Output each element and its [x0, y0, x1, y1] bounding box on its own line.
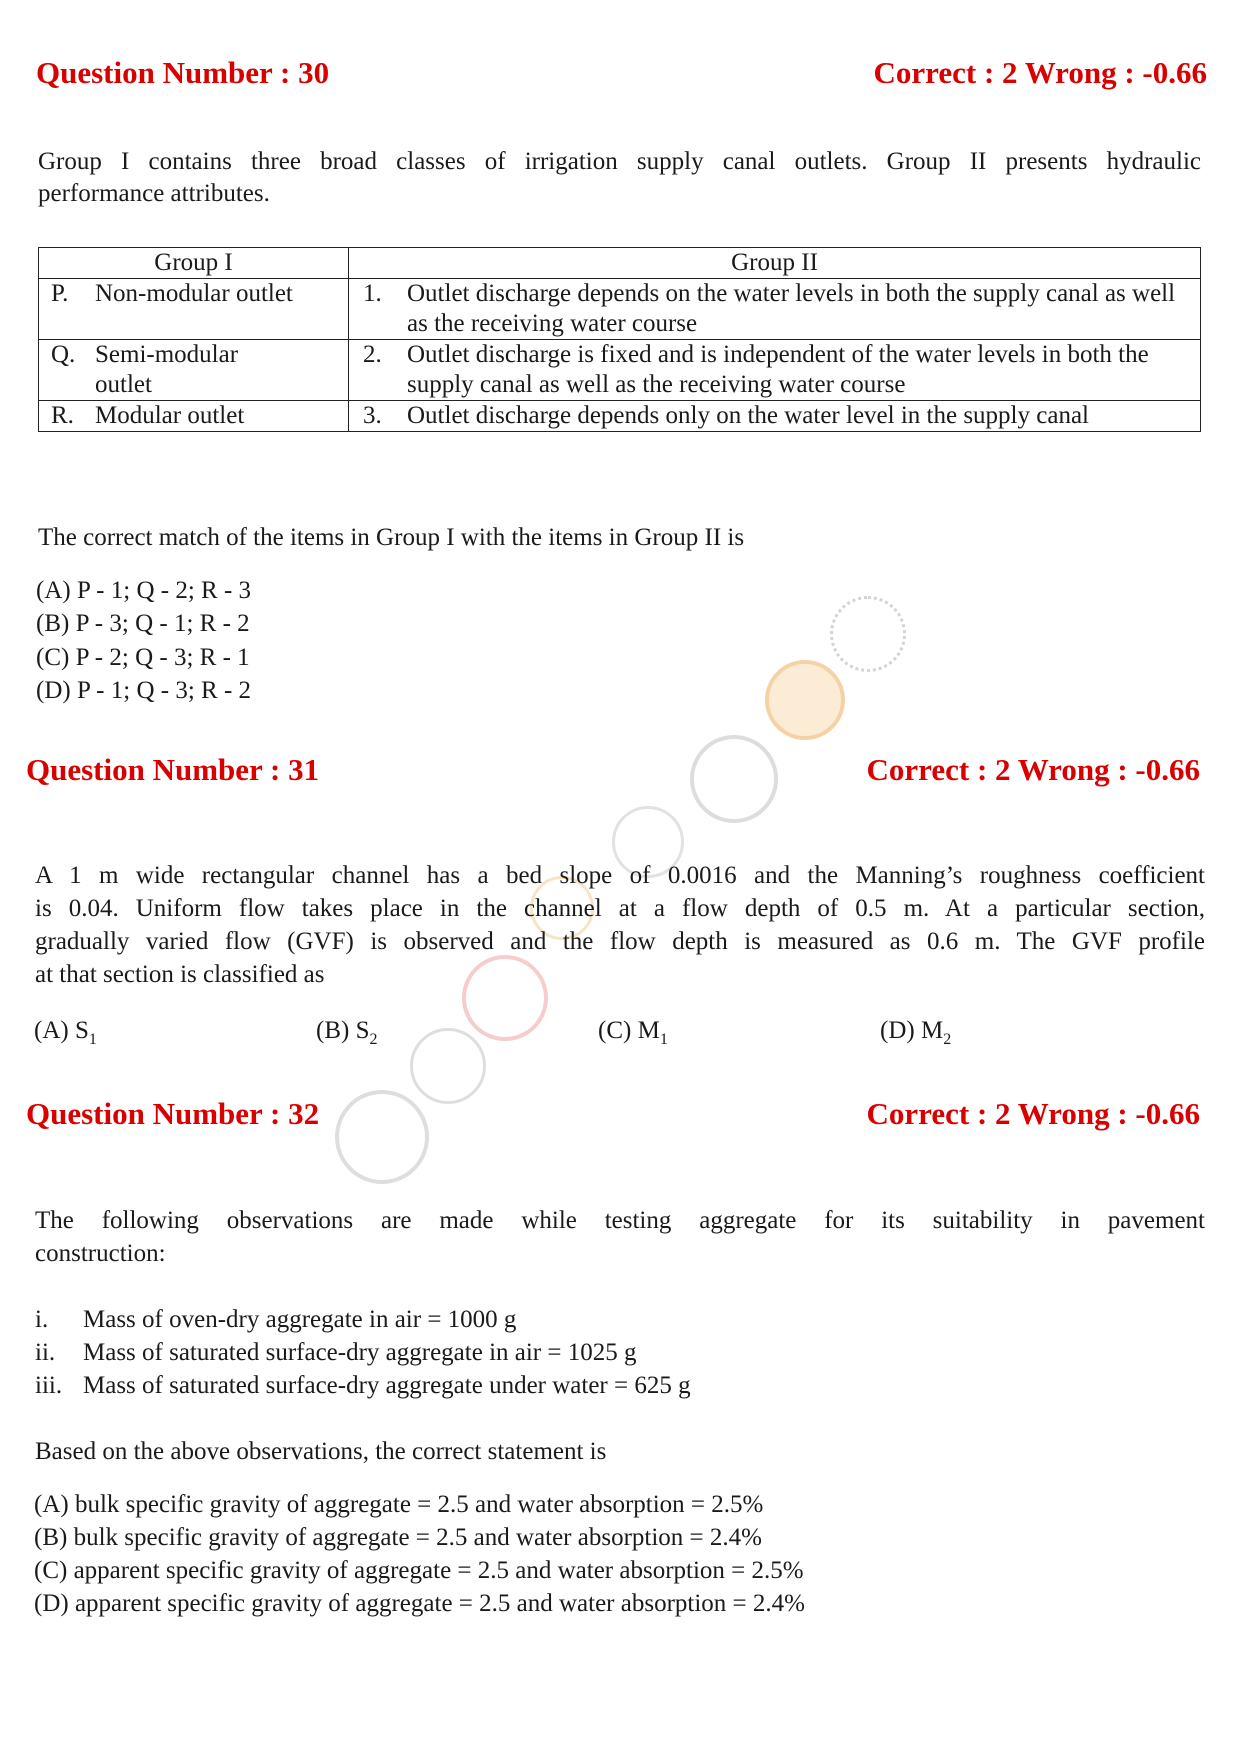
q32-stem-line-2: construction:	[35, 1240, 166, 1267]
observation-number: iii.	[35, 1372, 63, 1399]
observation-item	[35, 1371, 691, 1401]
group-one-item: Non-modular outlet	[95, 280, 293, 307]
table-row	[39, 340, 1201, 401]
q31-stem-line-2: is 0.04. Uniform flow takes place in the channel at a flow depth of 0.5 m. At a particular section,	[35, 895, 1205, 922]
group-two-attribute: Outlet discharge depends on the water levels in both the supply canal as well as the receiving water course	[407, 280, 1176, 337]
row-number-1: 1.	[363, 280, 382, 307]
q32-option-d[interactable]: (D) apparent specific gravity of aggregate = 2.5 and water absorption = 2.4%	[34, 1590, 805, 1617]
watermark-seal-grey-4	[410, 1028, 486, 1104]
group-one-item: Modular outlet	[95, 402, 245, 429]
watermark-seal-orange	[765, 660, 845, 740]
group-one-item: Semi-modular outlet	[95, 341, 239, 398]
q30-stem-line-1: Group I contains three broad classes of irrigation supply canal outlets. Group II presents hydraulic	[38, 148, 1201, 175]
watermark-seal-grey-5	[335, 1090, 429, 1184]
q30-option-d[interactable]: (D) P - 1; Q - 3; R - 2	[36, 677, 252, 704]
observation-item	[35, 1305, 516, 1335]
marks-label-31: Correct : 2 Wrong : -0.66	[866, 752, 1200, 787]
matching-table	[38, 247, 1201, 432]
watermark-seal-grey-1	[830, 596, 906, 672]
table-header-row	[39, 248, 1201, 279]
row-label-r: R.	[51, 402, 74, 429]
question-number-30: Question Number : 30	[36, 55, 330, 90]
row-label-p: P.	[51, 280, 69, 307]
q31-option-a[interactable]	[34, 1016, 97, 1055]
option-label: (C) M	[598, 1017, 660, 1044]
group-two-attribute: Outlet discharge depends only on the water level in the supply canal	[407, 402, 1089, 429]
observation-item	[35, 1338, 636, 1368]
watermark-seal-pink	[462, 955, 548, 1041]
marks-label-32: Correct : 2 Wrong : -0.66	[866, 1096, 1200, 1131]
table-row	[39, 279, 1201, 340]
watermark-seal-grey-2	[690, 735, 778, 823]
option-subscript: 2	[369, 1031, 378, 1048]
option-label: (A) S	[34, 1017, 89, 1044]
group-two-header: Group II	[349, 248, 1201, 279]
observation-number: ii.	[35, 1339, 56, 1366]
option-label: (B) S	[316, 1017, 370, 1044]
q31-stem-line-1: A 1 m wide rectangular channel has a bed slope of 0.0016 and the Manning’s roughness coefficient	[35, 862, 1205, 889]
table-row	[39, 401, 1201, 432]
q32-option-a[interactable]: (A) bulk specific gravity of aggregate = 2.5 and water absorption = 2.5%	[34, 1491, 764, 1518]
q30-stem-line-2: performance attributes.	[38, 180, 270, 207]
q32-option-c[interactable]: (C) apparent specific gravity of aggregate = 2.5 and water absorption = 2.5%	[34, 1557, 804, 1584]
q31-option-d[interactable]	[880, 1016, 951, 1055]
row-number-2: 2.	[363, 341, 382, 368]
q31-option-c[interactable]	[598, 1016, 668, 1055]
observation-text: Mass of saturated surface-dry aggregate under water = 625 g	[83, 1372, 691, 1399]
option-subscript: 2	[943, 1031, 952, 1048]
row-label-q: Q.	[51, 341, 76, 368]
group-one-header: Group I	[39, 248, 349, 279]
q30-prompt: The correct match of the items in Group I with the items in Group II is	[38, 524, 745, 551]
q31-option-b[interactable]	[316, 1016, 377, 1055]
q32-stem-line-1: The following observations are made while testing aggregate for its suitability in pavement	[35, 1207, 1205, 1234]
option-subscript: 1	[88, 1031, 97, 1048]
q30-option-a[interactable]: (A) P - 1; Q - 2; R - 3	[36, 577, 252, 604]
q30-option-c[interactable]: (C) P - 2; Q - 3; R - 1	[36, 644, 250, 671]
group-two-attribute: Outlet discharge is fixed and is independent of the water levels in both the supply canal as well as the receiving water course	[407, 341, 1149, 398]
question-number-32: Question Number : 32	[26, 1096, 320, 1131]
q31-stem-line-3: gradually varied flow (GVF) is observed and the flow depth is measured as 0.6 m. The GVF profile	[35, 928, 1205, 955]
observation-text: Mass of oven-dry aggregate in air = 1000 g	[83, 1306, 517, 1333]
q30-option-b[interactable]: (B) P - 3; Q - 1; R - 2	[36, 610, 250, 637]
row-number-3: 3.	[363, 402, 382, 429]
q32-option-b[interactable]: (B) bulk specific gravity of aggregate = 2.5 and water absorption = 2.4%	[34, 1524, 762, 1551]
option-label: (D) M	[880, 1017, 944, 1044]
question-number-31: Question Number : 31	[26, 752, 320, 787]
q32-prompt: Based on the above observations, the correct statement is	[35, 1438, 607, 1465]
observation-number: i.	[35, 1306, 49, 1333]
q31-stem-line-4: at that section is classified as	[35, 961, 325, 988]
observation-text: Mass of saturated surface-dry aggregate in air = 1025 g	[83, 1339, 637, 1366]
marks-label-30: Correct : 2 Wrong : -0.66	[873, 55, 1207, 90]
option-subscript: 1	[659, 1031, 668, 1048]
